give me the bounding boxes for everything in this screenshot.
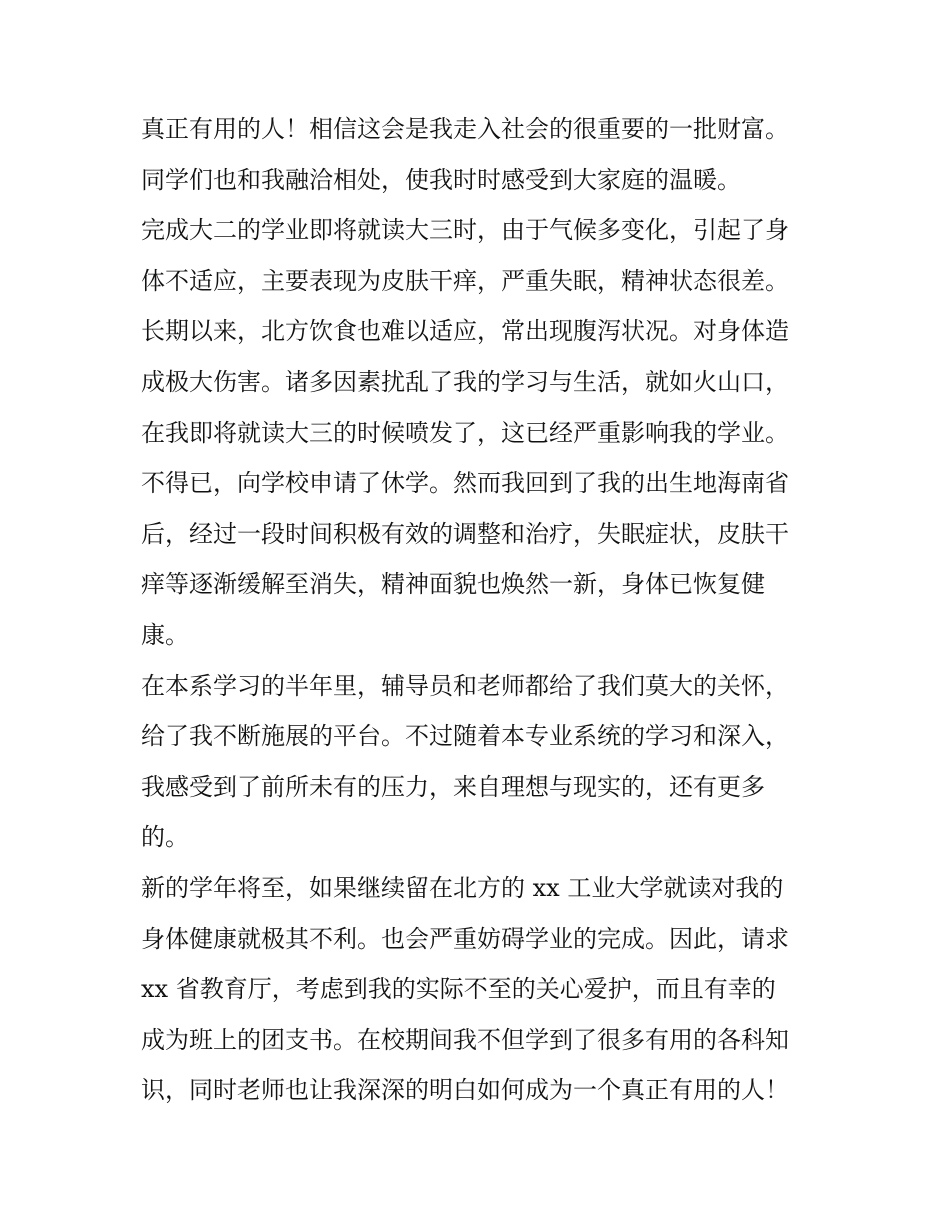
text-line: 体不适应，主要表现为皮肤干痒，严重失眠，精神状态很差。: [141, 266, 789, 295]
text-line: 我感受到了前所未有的压力，来自理想与现实的，还有更多: [141, 772, 765, 801]
text-line: 给了我不断施展的平台。不过随着本专业系统的学习和深入，: [141, 722, 789, 751]
text-line: 新的学年将至，如果继续留在北方的 xx 工业大学就读对我的: [141, 873, 784, 902]
text-line: 完成大二的学业即将就读大三时，由于气候多变化，引起了身: [141, 216, 789, 245]
text-line: 的。: [141, 823, 189, 852]
text-line: 在本系学习的半年里，辅导员和老师都给了我们莫大的关怀，: [141, 671, 789, 700]
text-line: 身体健康就极其不利。也会严重妨碍学业的完成。因此，请求: [141, 924, 789, 953]
text-line: 成极大伤害。诸多因素扰乱了我的学习与生活，就如火山口，: [141, 367, 789, 396]
text-line: xx 省教育厅，考虑到我的实际不至的关心爱护，而且有幸的: [141, 975, 776, 1004]
text-line: 不得已，向学校申请了休学。然而我回到了我的出生地海南省: [141, 469, 789, 498]
text-line: 同学们也和我融洽相处，使我时时感受到大家庭的温暖。: [141, 165, 741, 194]
text-line: 在我即将就读大三的时候喷发了，这已经严重影响我的学业。: [141, 418, 789, 447]
text-line: 成为班上的团支书。在校期间我不但学到了很多有用的各科知: [141, 1025, 789, 1054]
body-text: [141, 104, 821, 1116]
text-line: 康。: [141, 620, 189, 649]
text-line: 后，经过一段时间积极有效的调整和治疗，失眠症状，皮肤干: [141, 519, 789, 548]
text-line: 痒等逐渐缓解至消失，精神面貌也焕然一新，身体已恢复健: [141, 570, 765, 599]
text-line: 长期以来，北方饮食也难以适应，常出现腹泻状况。对身体造: [141, 317, 789, 346]
text-line: 识，同时老师也让我深深的明白如何成为一个真正有用的人！: [141, 1076, 789, 1105]
text-line: 真正有用的人！相信这会是我走入社会的很重要的一批财富。: [141, 115, 789, 143]
